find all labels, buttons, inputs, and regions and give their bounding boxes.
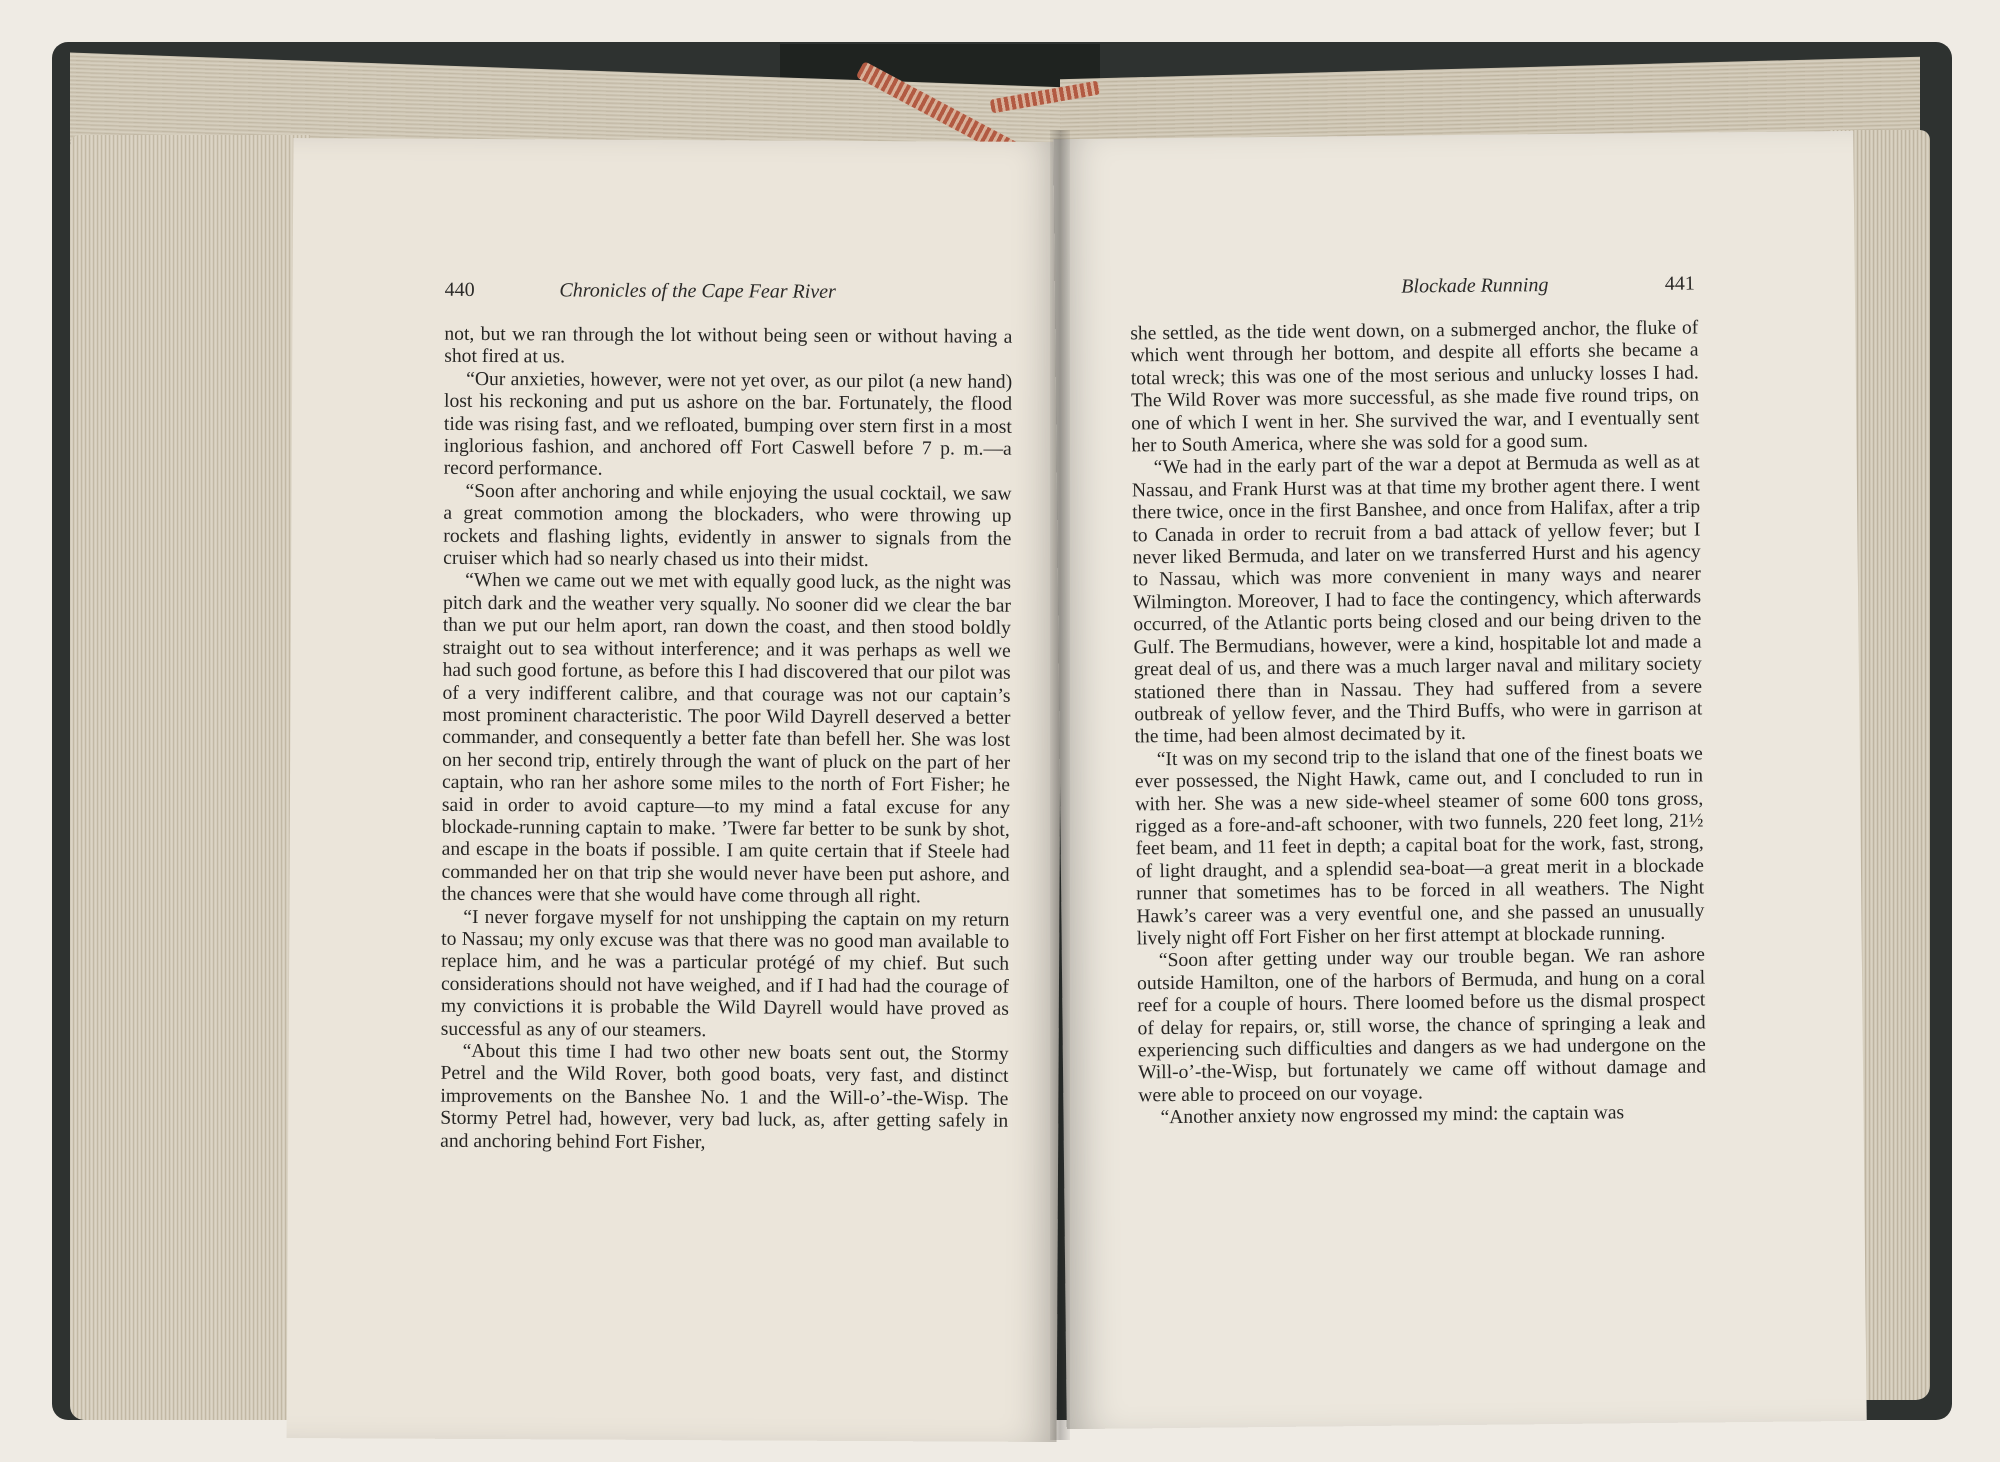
paragraph: “Soon after anchoring and while enjoying the usual cocktail, we saw a great commotion among the blockaders, who were throwing up rockets and flashing lights, evidently in answer to signals from the cruiser which had so nearly chased us into their midst. (443, 480, 1012, 572)
paragraph: she settled, as the tide went down, on a submerged anchor, the fluke of which went through her bottom, and despite all efforts she became a total wreck; this was one of the most serious and unlucky losses I had. The Wild Rover was more successful, as she made five round trips, on one of which I went in her. She survived the war, and I eventually sent her to South America, where she was sold for a good sum. (1130, 317, 1700, 457)
paragraph: “We had in the early part of the war a depot at Bermuda as well as at Nassau, and Frank Hurst was at that time my brother agent there. I went there twice, once in the first Banshee, and once from Halifax, after a trip to Canada in order to recruit from a bad attack of yellow fever; but I never liked Bermuda, and later on we transferred Hurst and his agency to Nassau, which was more convenient in many ways and nearer Wilmington. Moreover, I had to face the contingency, which afterwards occurred, of the Atlantic ports being closed and our being driven to the Gulf. The Bermudians, however, were a kind, hospitable lot and made a great deal of us, and there was a much larger naval and military society stationed there than in Nassau. They had suffered from a severe outbreak of yellow fever, and the Third Buffs, who were in garrison at the time, had been almost decimated by it. (1131, 451, 1703, 748)
book-gutter (1050, 130, 1070, 1440)
left-page-number: 440 (444, 278, 475, 301)
paragraph: “Soon after getting under way our trouble began. We ran ashore outside Hamilton, one of the harbors of Bermuda, and hung on a coral reef for a couple of hours. There loomed before us the dismal prospect of delay for repairs, or, still worse, the chance of springing a leak and experiencing such difficulties and dangers as we had undergone on the Will-o’-the-Wisp, but fortunately we came off without damage and were able to proceed on our voyage. (1137, 944, 1707, 1107)
left-page-body (440, 324, 1012, 1156)
left-page (287, 138, 1064, 1442)
right-page-body (1130, 317, 1706, 1130)
left-page-header (293, 278, 1063, 312)
right-page (1053, 131, 1866, 1429)
page-edges-left (70, 135, 310, 1420)
right-page-header (1055, 271, 1855, 309)
paragraph: “When we came out we met with equally good luck, as the night was pitch dark and the weather very squally. No sooner did we clear the bar than we put our helm aport, ran down the coast, and then stood boldly straight out to sea without interference; and it was perhaps as well we had such good fortune, as before this I had discovered that our pilot was of a very indifferent calibre, and that courage was not our captain’s most prominent characteristic. The poor Wild Dayrell deserved a better commander, and consequently a better fate than befell her. She was lost on her second trip, entirely through the want of pluck on the part of her captain, who ran her ashore some miles to the north of Fort Fisher; he said in order to avoid capture—to my mind a fatal excuse for any blockade-running captain to make. ’Twere far better to be sunk by shot, and escape in the boats if possible. I am quite certain that if Steele had commanded her on that trip she would never have been put ashore, and the chances were that she would have come through all right. (441, 570, 1012, 908)
paragraph: “Another anxiety now engrossed my mind: the captain was (1160, 1102, 1625, 1129)
paragraph: “I never forgave myself for not unshipping the captain on my return to Nassau; my only excuse was that there was no good man available to replace him, and he was a particular protégé of my chief. But such considerations should not have weighed, and if I had had the courage of my convictions it is probable the Wild Dayrell would have proved as successful as any of our steamers. (440, 906, 1010, 1041)
right-page-number: 441 (1664, 272, 1695, 295)
paragraph: not, but we ran through the lot without being seen or without having a shot fired at us. (444, 323, 1013, 368)
left-running-head: Chronicles of the Cape Fear River (559, 279, 836, 303)
right-running-head: Blockade Running (1401, 274, 1549, 298)
paragraph: “About this time I had two other new boats sent out, the Stormy Petrel and the Wild Rover, both good boats, very fast, and distinct improvements on the Banshee No. 1 and the Will-o’-the-Wisp. The Stormy Petrel had, however, very bad luck, as, after getting safely in and anchoring behind Fort Fisher, (440, 1040, 1009, 1153)
paragraph: “It was on my second trip to the island that one of the finest boats we ever possessed, the Night Hawk, came out, and I concluded to run in with her. She was a new side-wheel steamer of some 600 tons gross, rigged as a fore-and-aft schooner, with two funnels, 220 feet long, 21½ feet beam, and 11 feet in depth; a capital boat for the work, fast, strong, of light draught, and a splendid sea-boat—a great merit in a blockade runner that sometimes has to be forced in all weathers. The Night Hawk’s career was a very eventful one, and she passed an unusually lively night off Fort Fisher on her first attempt at blockade running. (1134, 743, 1705, 950)
paragraph: “Our anxieties, however, were not yet over, as our pilot (a new hand) lost his reckoning and put us ashore on the bar. Fortunately, the flood tide was rising fast, and we refloated, bumping over stern first in a most inglorious fashion, and anchored off Fort Caswell before 7 p. m.—a record performance. (443, 368, 1013, 481)
